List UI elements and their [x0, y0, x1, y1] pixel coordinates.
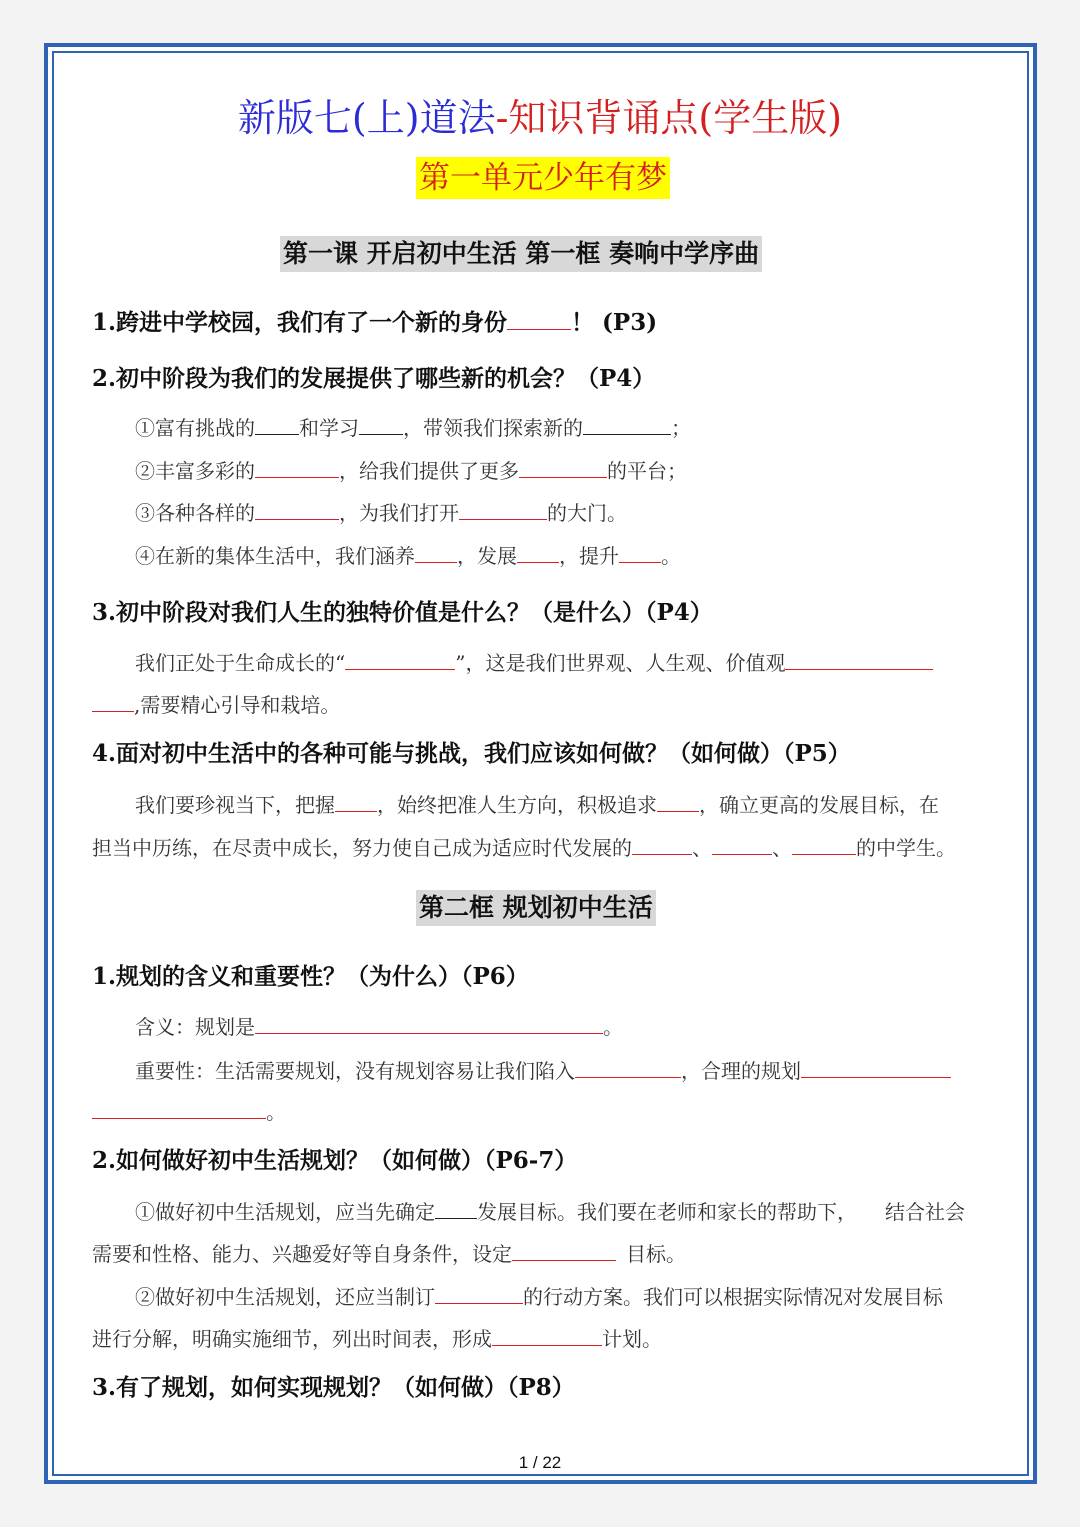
text: 的行动方案。我们可以根据实际情况对发展目标 — [523, 1285, 943, 1309]
q4-line2 — [92, 833, 956, 863]
text: 我们要珍视当下，把握 — [135, 793, 335, 817]
text: ； — [671, 416, 691, 440]
text: ①富有挑战的 — [135, 416, 255, 440]
q2-item-4 — [135, 541, 681, 571]
text: 、 — [772, 836, 792, 860]
q2-heading: 2.初中阶段为我们的发展提供了哪些新的机会？（P4） — [92, 365, 656, 392]
blank — [632, 836, 692, 855]
blank — [512, 1242, 616, 1261]
text: 、 — [692, 836, 712, 860]
blank — [255, 416, 299, 435]
q3-line2 — [92, 690, 340, 720]
text: ，提升 — [559, 544, 619, 568]
page-number: 1 / 22 — [518, 1453, 562, 1472]
blank — [255, 501, 339, 520]
blank — [92, 1100, 266, 1119]
text: ，带领我们探索新的 — [403, 416, 583, 440]
text: 我们正处于生命成长的“ — [135, 651, 346, 675]
text: ，始终把准人生方向，积极追求 — [377, 793, 657, 817]
blank — [459, 501, 547, 520]
text: ②做好初中生活规划，还应当制订 — [135, 1285, 435, 1309]
q1-tail: ！ (P3) — [571, 309, 658, 336]
q1-text: 1.跨进中学校园，我们有了一个新的身份 — [92, 309, 508, 336]
text: 的中学生。 — [856, 836, 956, 860]
p2-line3 — [135, 1282, 943, 1312]
q3-heading: 3.初中阶段对我们人生的独特价值是什么？（是什么）（P4） — [92, 599, 713, 626]
text: 结合社会 — [885, 1200, 965, 1224]
text: ，发展 — [457, 544, 517, 568]
blank — [345, 651, 455, 670]
blank — [415, 544, 457, 563]
text: 发展目标。我们要在老师和家长的帮助下， — [477, 1200, 857, 1224]
text: ，确立更高的发展目标，在 — [699, 793, 939, 817]
q2-item-1 — [135, 413, 691, 443]
blank — [583, 416, 671, 435]
blank — [785, 651, 933, 670]
text: 重要性：生活需要规划，没有规划容易让我们陷入 — [135, 1059, 575, 1083]
p2-line4 — [92, 1324, 662, 1354]
title-part1: 新版七(上)道法 — [237, 96, 496, 140]
q2-item-2 — [135, 456, 687, 486]
text: 目标。 — [626, 1242, 686, 1266]
text: ,需要精心引导和栽培。 — [134, 693, 341, 717]
text: ，为我们打开 — [339, 501, 459, 525]
text: 的大门。 — [547, 501, 627, 525]
p2-line2 — [92, 1239, 686, 1269]
p1-definition — [135, 1012, 623, 1042]
text: ②丰富多彩的 — [135, 459, 255, 483]
text: 计划。 — [602, 1327, 662, 1351]
q1 — [92, 307, 657, 339]
text: ，合理的规划 — [681, 1059, 801, 1083]
p1-importance — [135, 1056, 951, 1086]
q4-line1 — [135, 790, 939, 820]
unit-heading: 第一单元少年有梦 — [416, 157, 670, 199]
blank — [517, 544, 559, 563]
p2-heading: 2.如何做好初中生活规划？（如何做）（P6-7） — [92, 1147, 578, 1174]
blank — [712, 836, 772, 855]
blank — [801, 1059, 951, 1078]
blank — [657, 793, 699, 812]
lesson1-heading: 第一课 开启初中生活 第一框 奏响中学序曲 — [280, 236, 762, 272]
text: ①做好初中生活规划，应当先确定 — [135, 1200, 435, 1224]
text: 担当中历练，在尽责中成长，努力使自己成为适应时代发展的 — [92, 836, 632, 860]
q3-line1 — [135, 648, 933, 678]
text: 。 — [661, 544, 681, 568]
text: 进行分解，明确实施细节，列出时间表，形成 — [92, 1327, 492, 1351]
blank — [435, 1200, 477, 1219]
blank — [792, 836, 856, 855]
p1-importance-cont — [92, 1097, 286, 1127]
text: 。 — [266, 1100, 286, 1124]
text: 和学习 — [299, 416, 359, 440]
blank — [492, 1327, 602, 1346]
blank — [359, 416, 403, 435]
blank — [619, 544, 661, 563]
blank — [335, 793, 377, 812]
text: 含义：规划是 — [135, 1015, 255, 1039]
text: 。 — [603, 1015, 623, 1039]
blank — [255, 1015, 603, 1034]
blank — [435, 1285, 523, 1304]
text: 需要和性格、能力、兴趣爱好等自身条件，设定 — [92, 1242, 512, 1266]
blank — [519, 459, 607, 478]
q4-heading: 4.面对初中生活中的各种可能与挑战，我们应该如何做？（如何做）（P5） — [92, 740, 851, 767]
title-part2: -知识背诵点(学生版) — [495, 96, 843, 140]
blank — [507, 311, 571, 330]
text: ”，这是我们世界观、人生观、价值观 — [455, 651, 786, 675]
text: ④在新的集体生活中，我们涵养 — [135, 544, 415, 568]
text: ③各种各样的 — [135, 501, 255, 525]
p1-heading: 1.规划的含义和重要性？（为什么）（P6） — [92, 963, 529, 990]
lesson2-heading: 第二框 规划初中生活 — [416, 890, 656, 926]
q2-item-3 — [135, 498, 627, 528]
blank — [255, 459, 339, 478]
p2-line1 — [135, 1197, 965, 1227]
text: ，给我们提供了更多 — [339, 459, 519, 483]
blank — [92, 693, 134, 712]
p3-heading: 3.有了规划，如何实现规划？（如何做）（P8） — [92, 1374, 575, 1401]
text: 的平台； — [607, 459, 687, 483]
blank — [575, 1059, 681, 1078]
document-title — [0, 92, 1080, 144]
